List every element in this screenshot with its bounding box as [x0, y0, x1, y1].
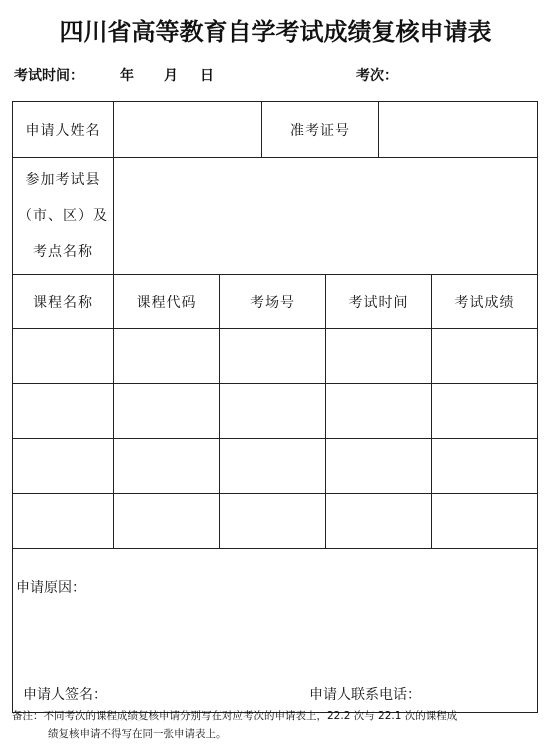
course-name-cell[interactable]	[13, 329, 114, 384]
applicant-row	[13, 102, 538, 158]
signature-label: 申请人签名：	[23, 687, 107, 703]
year-label: 年	[120, 68, 134, 84]
reason-row	[13, 549, 538, 713]
exam-time-cell[interactable]	[326, 439, 432, 494]
exam-time-cell[interactable]	[326, 329, 432, 384]
county-field[interactable]	[114, 158, 538, 275]
exam-score-cell[interactable]	[432, 384, 538, 439]
exam-time-line	[14, 65, 214, 85]
month-label: 月	[164, 68, 178, 84]
phone-label: 申请人联系电话：	[309, 687, 421, 703]
exam-score-cell[interactable]	[432, 439, 538, 494]
course-code-cell[interactable]	[114, 329, 220, 384]
course-code-cell[interactable]	[114, 439, 220, 494]
footnote	[12, 707, 537, 743]
exam-time-cell[interactable]	[326, 384, 432, 439]
room-number-cell[interactable]	[220, 439, 326, 494]
col-room-number: 考场号	[220, 275, 326, 329]
application-form-table	[12, 101, 538, 713]
course-row	[13, 384, 538, 439]
footnote-line2: 绩复核申请不得写在同一张申请表上。	[48, 728, 227, 740]
col-exam-score: 考试成绩	[432, 275, 538, 329]
page-title: 四川省高等教育自学考试成绩复核申请表	[59, 17, 492, 46]
course-code-cell[interactable]	[114, 384, 220, 439]
applicant-name-field[interactable]	[114, 102, 262, 158]
applicant-name-label: 申请人姓名	[13, 102, 114, 158]
reason-cell[interactable]	[13, 549, 538, 713]
county-label	[13, 158, 114, 275]
admission-number-field[interactable]	[379, 102, 538, 158]
course-header-row	[13, 275, 538, 329]
room-number-cell[interactable]	[220, 384, 326, 439]
course-row	[13, 439, 538, 494]
course-name-cell[interactable]	[13, 439, 114, 494]
day-label: 日	[200, 68, 214, 84]
footnote-line1: 备注：不同考次的课程成绩复核申请分别写在对应考次的申请表上，22.2 次与 22.1 次的课程成	[12, 710, 458, 722]
reason-label: 申请原因：	[16, 580, 86, 596]
course-code-cell[interactable]	[114, 494, 220, 549]
course-row	[13, 494, 538, 549]
county-row	[13, 158, 538, 275]
admission-number-label: 准考证号	[262, 102, 379, 158]
exam-time-cell[interactable]	[326, 494, 432, 549]
exam-session-label: 考次：	[356, 68, 398, 84]
exam-score-cell[interactable]	[432, 329, 538, 384]
course-name-cell[interactable]	[13, 384, 114, 439]
col-exam-time: 考试时间	[326, 275, 432, 329]
county-label-line3: 考点名称	[33, 244, 93, 260]
col-course-name: 课程名称	[13, 275, 114, 329]
exam-score-cell[interactable]	[432, 494, 538, 549]
county-label-line1: 参加考试县	[25, 172, 101, 188]
exam-time-label: 考试时间：	[14, 68, 84, 84]
room-number-cell[interactable]	[220, 494, 326, 549]
col-course-code: 课程代码	[114, 275, 220, 329]
room-number-cell[interactable]	[220, 329, 326, 384]
county-label-line2: （市、区）及	[18, 208, 108, 224]
course-name-cell[interactable]	[13, 494, 114, 549]
course-row	[13, 329, 538, 384]
